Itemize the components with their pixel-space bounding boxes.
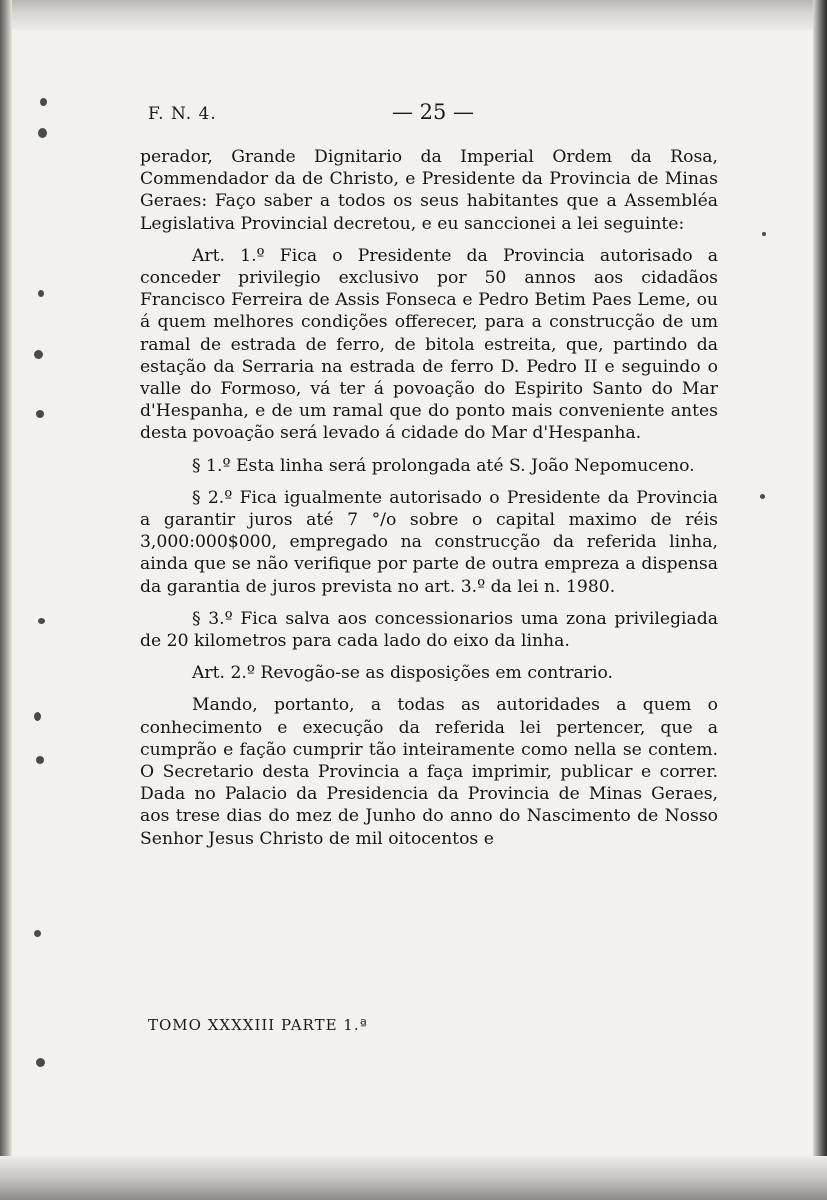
section-1-paragraph: § 1.º Esta linha será prolongada até S. João Nepomuceno. bbox=[192, 455, 695, 476]
scan-edge-bottom bbox=[0, 1156, 827, 1200]
section-2-paragraph: § 2.º Fica igualmente autorisado o Presidente da Provincia a garantir juros até 7 °/o sobre o capital maximo de réis 3,000:000$000, empregado na construcção da referida linha, ainda que se não verifique por parte de outra empreza a dispensa da garantia de juros prevista no art. 3.º da lei n. 1980. bbox=[140, 487, 718, 597]
ink-speck bbox=[38, 128, 47, 138]
scan-edge-top bbox=[0, 0, 827, 30]
ink-speck bbox=[38, 618, 45, 624]
closing-paragraph: Mando, portanto, a todas as autoridades a quem o conhecimento e execução da referida lei pertencer, que a cumprão e fação cumprir tão inteiramente como nella se contem. O Secretario desta Provincia a faça imprimir, publicar e correr. Dada no Palacio da Presidencia da Provincia de Minas Geraes, aos trese dias do mez de Junho do anno do Nascimento de Nosso Senhor Jesus Christo de mil oitocentos e bbox=[140, 695, 718, 849]
ink-speck bbox=[40, 98, 47, 106]
scan-edge-left bbox=[0, 0, 12, 1200]
ink-speck bbox=[38, 290, 44, 297]
ink-speck bbox=[34, 712, 41, 721]
ink-speck bbox=[762, 232, 766, 236]
ink-speck bbox=[34, 350, 43, 359]
preamble-paragraph: perador, Grande Dignitario da Imperial Ordem da Rosa, Commendador da de Christo, e Presidente da Provincia de Minas Geraes: Faço saber a todos os seus habitantes que a Assembléa Legislativa Provincial decretou, e eu sanccionei a lei seguinte: bbox=[140, 147, 718, 234]
ink-speck bbox=[760, 494, 765, 499]
ink-speck bbox=[36, 1058, 45, 1067]
ink-speck bbox=[34, 930, 41, 937]
page-number: — 25 — bbox=[391, 100, 475, 124]
page-header bbox=[148, 100, 716, 130]
article-1-paragraph: Art. 1.º Fica o Presidente da Provincia autorisado a conceder privilegio exclusivo por 50 annos aos cidadãos Francisco Ferreira de Assis Fonseca e Pedro Betim Paes Leme, ou á quem melhores condições offerecer, para a construcção de um ramal de estrada de ferro, de bitola estreita, que, partindo da estação da Serraria na estrada de ferro D. Pedro II e seguindo o valle do Formoso, vá ter á povoação do Espirito Santo do Mar d'Hespanha, e de um ramal que do ponto mais conveniente antes desta povoação será levado á cidade do Mar d'Hespanha. bbox=[140, 245, 718, 444]
signature-mark: TOMO XXXXIII PARTE 1.ª bbox=[148, 1016, 368, 1034]
law-text bbox=[140, 146, 718, 850]
section-3-paragraph: § 3.º Fica salva aos concessionarios uma zona privilegiada de 20 kilometros para cada lado do eixo da linha. bbox=[140, 608, 718, 652]
ink-speck bbox=[36, 410, 44, 418]
ink-speck bbox=[36, 756, 44, 764]
scan-edge-right bbox=[813, 0, 827, 1200]
article-2-paragraph: Art. 2.º Revogão-se as disposições em contrario. bbox=[192, 663, 613, 684]
sheet-reference: F. N. 4. bbox=[148, 104, 217, 124]
